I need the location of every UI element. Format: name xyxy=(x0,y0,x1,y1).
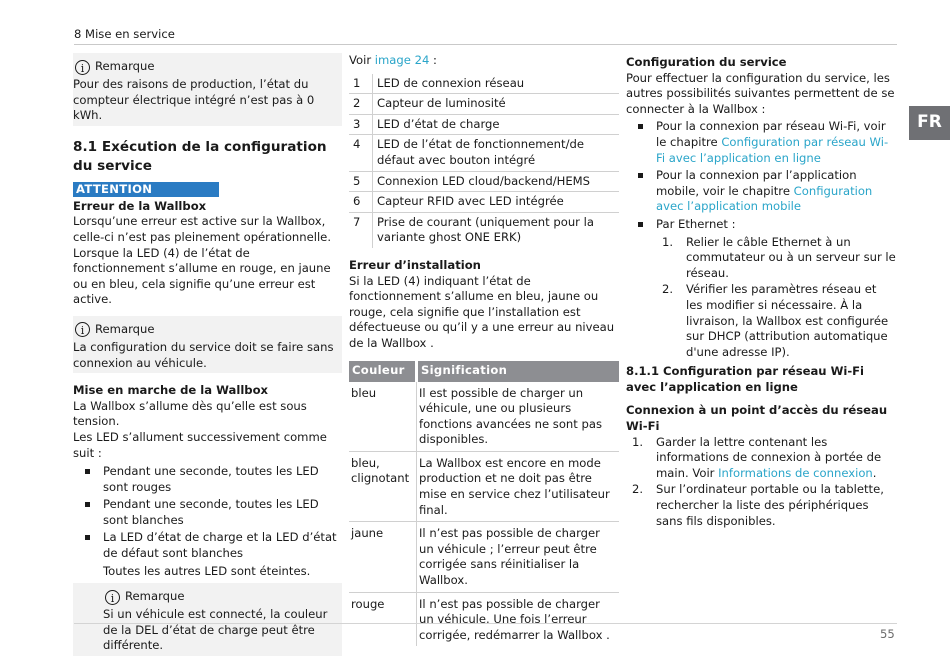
column-header-color: Couleur xyxy=(349,361,417,382)
cell-color: bleu xyxy=(349,382,417,452)
legend-number: 4 xyxy=(349,135,373,171)
note-label: Remarque xyxy=(95,322,155,337)
legend-table xyxy=(349,74,619,248)
subsection-heading: 8.1.1 Configuration par réseau Wi-Fi avec l’application en ligne xyxy=(626,364,865,394)
cell-meaning: La Wallbox est encore en mode production et ne doit pas être mise en service chez l’utilisateur final. xyxy=(417,451,620,521)
legend-number: 3 xyxy=(349,114,373,135)
column-right xyxy=(626,53,896,530)
wifi-chapter-link[interactable]: Configuration par réseau Wi-Fi avec l’application en ligne xyxy=(656,134,889,165)
legend-number: 7 xyxy=(349,212,373,248)
table-row xyxy=(349,212,619,248)
note-vehicle xyxy=(73,583,342,656)
step-number: 1. xyxy=(632,434,644,449)
wifi-text: Pour la connexion par réseau Wi-Fi, voir le chapitre xyxy=(656,119,886,149)
hotspot-steps xyxy=(626,435,896,530)
figure-reference xyxy=(349,53,619,69)
legend-label: Prise de courant (uniquement pour la variante ghost ONE ERK) xyxy=(377,214,594,245)
cell-color: rouge xyxy=(349,592,417,646)
cell-meaning: Il n’est pas possible de charger un véhicule ; l’erreur peut être corrigée sans réinitialiser la Wallbox. xyxy=(417,522,620,592)
legend-number: 1 xyxy=(349,74,373,94)
install-error-text: Si la LED (4) indiquant l’état de fonctionnement s’allume en bleu, jaune ou rouge, cela signifie que l’installation est défectueuse ou qu’il y a une erreur au niveau de la Wallbox . xyxy=(349,273,615,350)
legend-label: LED de l’état de fonctionnement/de défaut avec bouton intégré xyxy=(373,135,620,171)
table-row xyxy=(349,592,619,646)
connection-info-link[interactable]: Informations de connexion xyxy=(718,465,873,480)
step-suffix: . xyxy=(872,465,877,480)
list-item: Pendant une seconde, toutes les LED sont blanches xyxy=(73,497,342,528)
legend-number: 2 xyxy=(349,94,373,115)
note-production xyxy=(73,53,342,126)
step-text: Sur l’ordinateur portable ou la tablette, rechercher la liste des périphériques sans fils disponibles. xyxy=(656,482,884,528)
mobile-text: Pour la connexion par l’application mobile, voir le chapitre xyxy=(656,168,857,198)
figure-link[interactable]: image 24 xyxy=(374,53,430,67)
table-row xyxy=(349,74,619,94)
legend-label: Capteur RFID avec LED intégrée xyxy=(373,192,620,213)
list-item xyxy=(626,168,896,215)
page-number: 55 xyxy=(880,627,895,641)
table-row xyxy=(349,94,619,115)
table-row xyxy=(349,192,619,213)
column-header-meaning: Signification xyxy=(417,361,620,382)
legend-label: LED de connexion réseau xyxy=(373,74,620,94)
startup-after: Toutes les autres LED sont éteintes. xyxy=(103,563,311,578)
section-heading: 8.1 Exécution de la configuration du service xyxy=(73,138,327,174)
attention-title: Erreur de la Wallbox xyxy=(73,198,207,213)
note-text: La configuration du service doit se faire sans connexion au véhicule. xyxy=(73,339,334,370)
note-text: Pour des raisons de production, l’état du compteur électrique intégré n’est pas à 0 kWh. xyxy=(73,77,315,123)
attention-badge: ATTENTION xyxy=(73,182,219,197)
legend-number: 5 xyxy=(349,171,373,192)
cell-color: jaune xyxy=(349,522,417,592)
note-label: Remarque xyxy=(95,59,155,74)
note-config xyxy=(73,316,342,373)
cell-meaning: Il n’est pas possible de charger un véhicule. Une fois l’erreur corrigée, redémarrer la Wallbox . xyxy=(419,596,610,642)
table-row xyxy=(349,171,619,192)
ethernet-steps xyxy=(626,235,896,361)
reference-suffix: : xyxy=(429,53,437,67)
step-number: 2. xyxy=(632,482,644,497)
list-item xyxy=(626,235,896,282)
table-row xyxy=(349,382,619,452)
config-intro: Pour effectuer la configuration du service, les autres possibilités suivantes permettent de se connecter à la Wallbox : xyxy=(626,70,895,116)
attention-text: Lorsqu’une erreur est active sur la Wallbox, celle-ci n’est pas pleinement opérationnelle. Lorsque la LED (4) de l’état de fonctionnement s’allume en rouge, en jaune ou en bleu, cela signifie qu’une erreur est active. xyxy=(73,214,332,307)
list-item: Pendant une seconde, toutes les LED sont rouges xyxy=(73,464,342,495)
legend-label: Connexion LED cloud/backend/HEMS xyxy=(373,171,620,192)
list-item: La LED d’état de charge et la LED d’état de défaut sont blanches xyxy=(73,530,342,561)
hotspot-title: Connexion à un point d’accès du réseau Wi-Fi xyxy=(626,403,888,434)
startup-title: Mise en marche de la Wallbox xyxy=(73,383,269,398)
header-rule xyxy=(74,44,897,45)
list-item xyxy=(626,119,896,166)
table-row xyxy=(349,135,619,171)
note-label: Remarque xyxy=(125,589,185,604)
info-icon: i xyxy=(75,60,90,75)
info-icon: i xyxy=(75,322,90,337)
table-row xyxy=(349,522,619,592)
table-header-row xyxy=(349,361,619,382)
reference-prefix: Voir xyxy=(349,53,375,67)
legend-number: 6 xyxy=(349,192,373,213)
list-item xyxy=(626,482,896,529)
step-text: Vérifier les paramètres réseau et les modifier si nécessaire. À la livraison, la Wallbox est configurée sur DHCP (attribution automatique d'une adresse IP). xyxy=(686,282,889,359)
language-tab: FR xyxy=(909,106,950,140)
table-row xyxy=(349,451,619,521)
cell-color: bleu, clignotant xyxy=(349,451,417,521)
install-error-title: Erreur d’installation xyxy=(349,257,481,272)
table-row xyxy=(349,114,619,135)
startup-line-1: La Wallbox s’allume dès qu’elle est sous tension. xyxy=(73,398,307,429)
mobile-chapter-link[interactable]: Configuration avec l’application mobile xyxy=(656,183,873,214)
step-number: 2. xyxy=(662,282,674,297)
column-left xyxy=(73,53,342,656)
list-item xyxy=(626,282,896,360)
step-text: Garder la lettre contenant les informations de connexion à portée de main. Voir xyxy=(656,434,882,480)
startup-line-2: Les LED s’allument successivement comme suit : xyxy=(73,429,327,460)
step-number: 1. xyxy=(662,234,674,249)
list-item: Par Ethernet : xyxy=(626,217,896,233)
note-text: Si un véhicule est connecté, la couleur de la DEL d’état de charge peut être différente. xyxy=(103,607,328,653)
section-header: 8 Mise en service xyxy=(74,27,175,41)
legend-label: LED d’état de charge xyxy=(373,114,620,135)
column-middle xyxy=(349,53,619,646)
legend-label: Capteur de luminosité xyxy=(373,94,620,115)
info-icon: i xyxy=(105,590,120,605)
config-title: Configuration du service xyxy=(626,55,787,69)
step-text: Relier le câble Ethernet à un commutateur ou à un serveur sur le réseau. xyxy=(686,234,896,280)
footer-rule xyxy=(74,623,897,624)
config-options-list xyxy=(626,119,896,232)
cell-meaning: Il est possible de charger un véhicule, une ou plusieurs fonctions avancées ne sont pas disponibles. xyxy=(417,382,620,452)
list-item xyxy=(626,435,896,482)
startup-list xyxy=(73,464,342,562)
color-meaning-table xyxy=(349,361,619,647)
